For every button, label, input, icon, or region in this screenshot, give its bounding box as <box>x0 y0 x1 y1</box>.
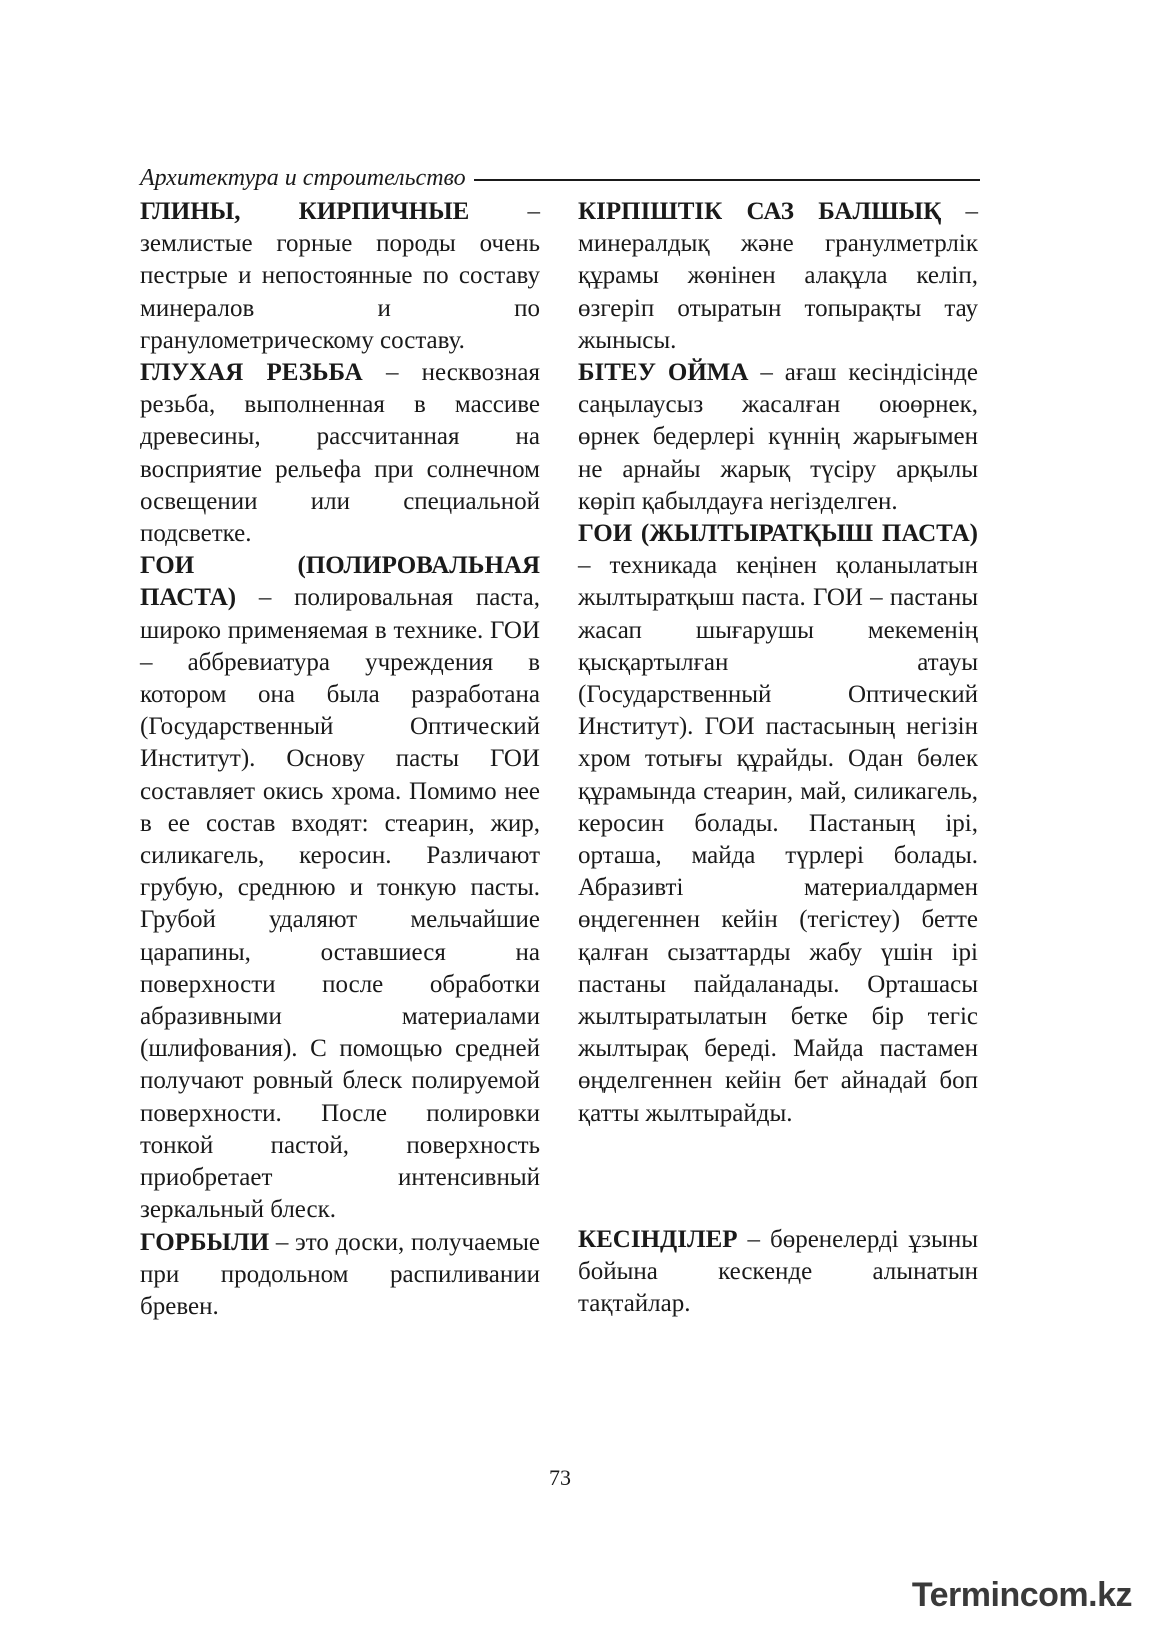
entry-definition: – полировальная паста, широко применяемая в технике. ГОИ – аббревиатура учреждения в котором она была разработана (Государственный Оптический Институт). Основу пасты ГОИ составляет окись хрома. Помимо нее в ее состав входят: стеарин, жир, силикагель, керосин. Различают грубую, среднюю и тонкую пасты. Грубой удаляют мельчайшие царапины, оставшиеся на поверхности после обработки абразивными материалами (шлифования). С помощью средней получают ровный блеск полируемой поверхности. После полировки тонкой пастой, поверхность приобретает интенсивный зеркальный блеск. <box>140 584 540 1224</box>
glossary-entry <box>140 196 540 357</box>
glossary-entry <box>578 196 978 357</box>
entry-term: ГЛИНЫ, КИРПИЧНЫЕ <box>140 198 470 225</box>
entry-definition: – техникада кеңінен қоланылатын жылтыратқыш паста. ГОИ – пастаны жасап шығарушы мекеменің қысқартылған атауы (Государственный Оптический Институт). ГОИ пастасының негізін хром тотығы құрайды. Одан бөлек құрамында стеарин, май, силикагель, керосин болады. Пастаның ірі, орташа, майда түрлері болады. Абразивті материалдармен өңдегеннен кейін (тегістеу) бетте қалған сызаттарды жабу үшін ірі пастаны пайдаланады. Орташасы жылтыратылатын бетке бір тегіс жылтырақ береді. Майда пастамен өңделгеннен кейін бет айнадай боп қатты жылтырайды. <box>578 552 978 1127</box>
entry-definition: – это доски, получаемые при продольном распиливании бревен. <box>140 1228 540 1320</box>
page-number: 73 <box>549 1465 571 1490</box>
glossary-entry <box>140 550 540 1226</box>
entry-term: КІРПІШТІК САЗ БАЛШЫҚ <box>578 198 942 225</box>
header-rule <box>474 179 980 181</box>
right-column <box>578 196 978 1321</box>
entry-term: ГОИ (ПОЛИРОВАЛЬНАЯ ПАСТА) <box>140 552 540 612</box>
entry-definition: – несквозная резьба, выполненная в массиве древесины, рассчитанная на восприятие рельефа при солнечном освещении или специальной подсветке. <box>140 359 541 548</box>
entry-definition: – землистые горные породы очень пестрые и непостоянные по составу минералов и по гранулометрическому составу. <box>140 198 540 354</box>
glossary-entry <box>578 518 978 1130</box>
glossary-entry <box>140 357 540 550</box>
glossary-entry <box>140 1227 540 1324</box>
entry-term: БІТЕУ ОЙМА <box>578 359 749 387</box>
entry-definition: – бөренелерді ұзыны бойына кескенде алынатын тақтайлар. <box>578 1225 978 1318</box>
glossary-entry <box>578 1224 978 1321</box>
left-column <box>140 196 540 1323</box>
header-title: Архитектура и строительство <box>140 164 466 191</box>
entry-definition: – ағаш кесіндісінде саңылаусыз жасалған оюөрнек, өрнек бедерлері күннің жарығымен не арнайы жарық түсіру арқылы көріп қабылдауға негізделген. <box>578 359 979 515</box>
column-spacer <box>578 1130 978 1224</box>
entry-term: КЕСІНДІЛЕР <box>578 1225 738 1253</box>
watermark-logo: Termincom.kz <box>911 1576 1132 1614</box>
entry-definition: – минералдық және гранулметрлік құрамы жөнінен алақұла келіп, өзгеріп отыратын топырақты тау жынысы. <box>578 198 979 354</box>
entry-term: ГЛУХАЯ РЕЗЬБА <box>140 359 363 387</box>
glossary-entry <box>578 357 978 518</box>
running-header <box>140 160 980 196</box>
entry-term: ГОРБЫЛИ <box>140 1228 270 1256</box>
entry-term: ГОИ (ЖЫЛТЫРАТҚЫШ ПАСТА) <box>578 520 978 548</box>
